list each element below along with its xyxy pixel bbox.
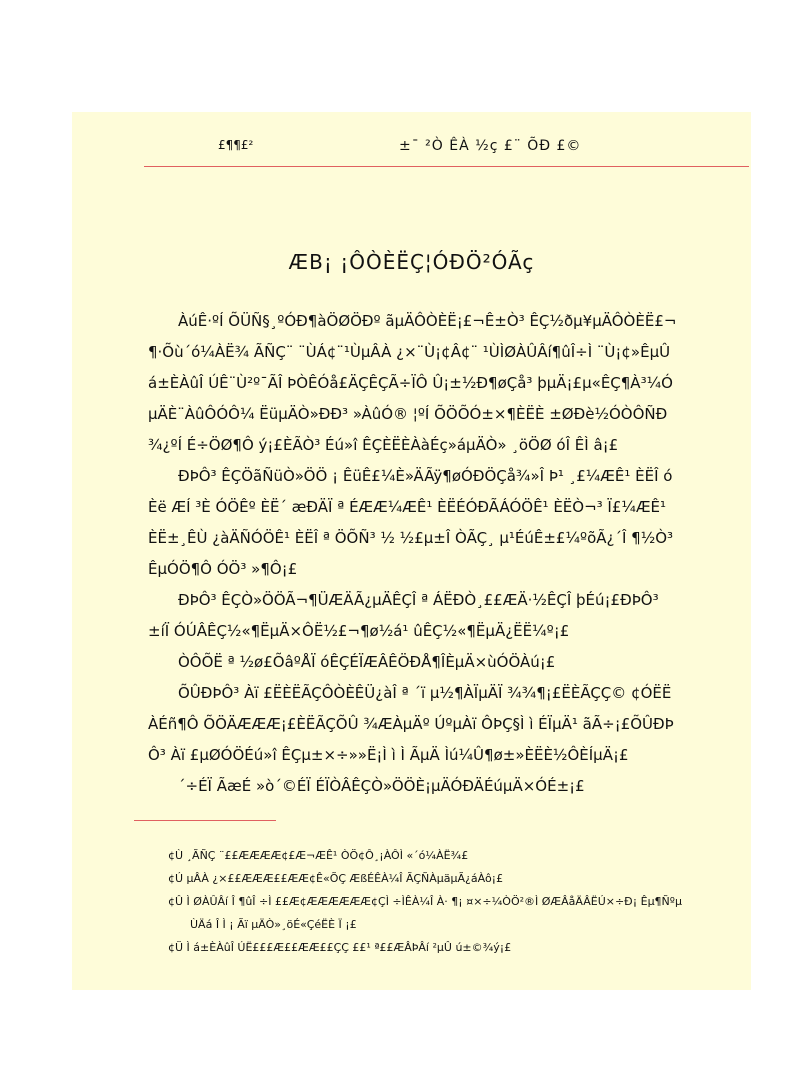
document-page (72, 112, 751, 990)
footnotes (168, 844, 688, 959)
paragraph: ÕÛÐÞÔ³ Àï £ËÈËÃÇÔÒÈÊÜ¿àÎ ª ´ï µ½¶ÀÏµÄÏ ¾¾¶¡£ËÈÃÇÇ© ¢ÓËËÀÉñ¶Ô ÕÖÄÆÆÆ¡£ÈËÃÇÕÛ ¾ÆÀµÄº ÚºµÀï ÔÞÇ§Ì ì ÉÏµÄ¹ ãÃ÷¡£ÕÛÐÞÔ³ Àï £µØÓÖÉú»î ÊÇµ±×÷»»Ë¡Ì ì Ì ÃµÄ Ìú¼Û¶ø±»ÈËÈ½ÔÈÍµÄ¡£ (148, 684, 674, 764)
body-text (148, 306, 678, 802)
page-header (144, 112, 749, 167)
chapter-title: ÆB¡ ¡ÔÒÈËÇ¦ÓÐÖ²ÓÃç (288, 250, 535, 274)
paragraph: ÐÞÔ³ ÊÇÒ»ÖÖÃ¬¶ÜÆÄÃ¿µÄÊÇÎ ª ÁËÐÒ¸££ÆÄ·½ÊÇÎ þÉú¡£ÐÞÔ³ ±íÏ ÓÚÂÊÇ½«¶ËµÄ×ÔË½£¬¶ø½á¹ ûÊÇ½«¶ËµÄ¿ËË¼º¡£ (148, 591, 659, 640)
paragraph: ´÷ÉÏ ÃæÉ »ò´©ÉÏ ÉÏÒÂÊÇÒ»ÖÖÈ¡µÄÓÐÄÉúµÄ×ÓÉ±¡£ (178, 777, 585, 795)
paragraph: ÒÔÕË ª ½ø£ÕâºÅÏ óÊÇÉÏÆÂÊÖÐÅ¶ÎÈµÄ×ùÓÖÀú¡£ (178, 653, 556, 671)
footnote: ¢Ù ¸ÃÑÇ ¨££ÆÆÆÆ¢£Æ¬ÆÊ¹ ÒÖ¢Ô¸¡ÀÔÌ «´ó¼ÀË¾£ (168, 849, 469, 862)
footnote-separator (134, 820, 276, 821)
footnote: ¢Ü Ì á±ÈÀûÎ ÚË£££Æ££ÆÆ££ÇÇ ££¹ ª££ÆÂÞÂí ²µÛ ú±©¾ý¡£ (168, 941, 512, 954)
footnote: ¢Û Ì ØÀÛÂí Î ¶ûÎ ÷Ì ££Æ¢ÆÆÆÆÆÆ¢ÇÌ ÷ÌÊÀ¼Î À· ¶¡ ¤×÷¼ÒÖ²®Ì ØÆÂåÄÂËÚ×÷Ð¡ Êµ¶ÑºµÙÄá Î Ì ¡ Ãï µÄÒ»¸öÉ«ÇéËÈ Ï ¡£ (168, 895, 682, 931)
paragraph: ÀúÊ·ºÍ ÕÜÑ§¸ºÓÐ¶àÖØÖÐº ãµÄÔÒÈË¡£¬Ê±Ò³ ÊÇ½ðµ¥µÄÔÒÈË£¬¶·Õù´ó¼ÀË¾ ÃÑÇ¨ ¨ÙÁ¢¨¹ÙµÂÀ ¿×¨Ù¡¢Â¢¨ ¹ÙÌØÀÛÂí¶ûÎ÷Ì ¨Ù¡¢»ÊµÛ á±ÈÀûÎ ÚÊ¨Ù²º¯ÃÎ ÞÒÊÓå£ÄÇÊÇÃ÷ÏÔ Û¡±½Ð¶øÇå³ þµÄ¡£µ«ÊÇ¶À³¼ÓµÄÈ¨ÀûÔÓÔ¼ ËüµÄÒ»ÐÐ³ »ÀûÓ® ¦ºÍ ÕÖÕÓ±×¶ÈËÈ ±ØÐè½ÓÒÔÑÐ¾¿ºÍ É÷ÖØ¶Ô ý¡£ÈÃÒ³ Éú»î ÊÇÈËÈÀàÉç»áµÄÒ» ¸öÖØ óÎ ÊÌ â¡£ (148, 312, 677, 454)
footnote: ¢Ú µÂÀ ¿×££ÆÆÆ££ÆÆ¢Ê«ÕÇ ÆßÉÊÀ¼Î ÃÇÑÀµäµÃ¿áÀô¡£ (168, 872, 504, 885)
running-title: ±¯ ²Ò ÊÀ ½ç £¨ ÕÐ £© (399, 138, 582, 154)
paragraph: ÐÞÔ³ ÊÇÖãÑüÒ»ÖÖ ¡ ÊüÊ£¼È»ÄÃÿ¶øÓÐÖÇå¾»Î Þ¹ ¸£¼ÆÊ¹ ÈËÎ óÈë ÆÍ ³È ÓÖÊº ÈË´ æÐÄÏ ª ÉÆÆ¼ÆÊ¹ ÈËÉÓÐÃÁÓÖÊ¹ ÈËÒ¬³ Ï£¼ÆÊ¹ ÈË±¸ÊÙ ¿àÄÑÓÖÊ¹ ÈËÎ ª ÖÕÑ³ ½ ½£µ±Î ÒÃÇ¸ µ¹ÉúÊ±£¼ºõÃ¿´Î ¶½Ò³ ÊµÓÖ¶Ô ÓÖ³ »¶Ô¡£ (148, 467, 674, 578)
page-number: £¶¶£² (218, 138, 254, 152)
